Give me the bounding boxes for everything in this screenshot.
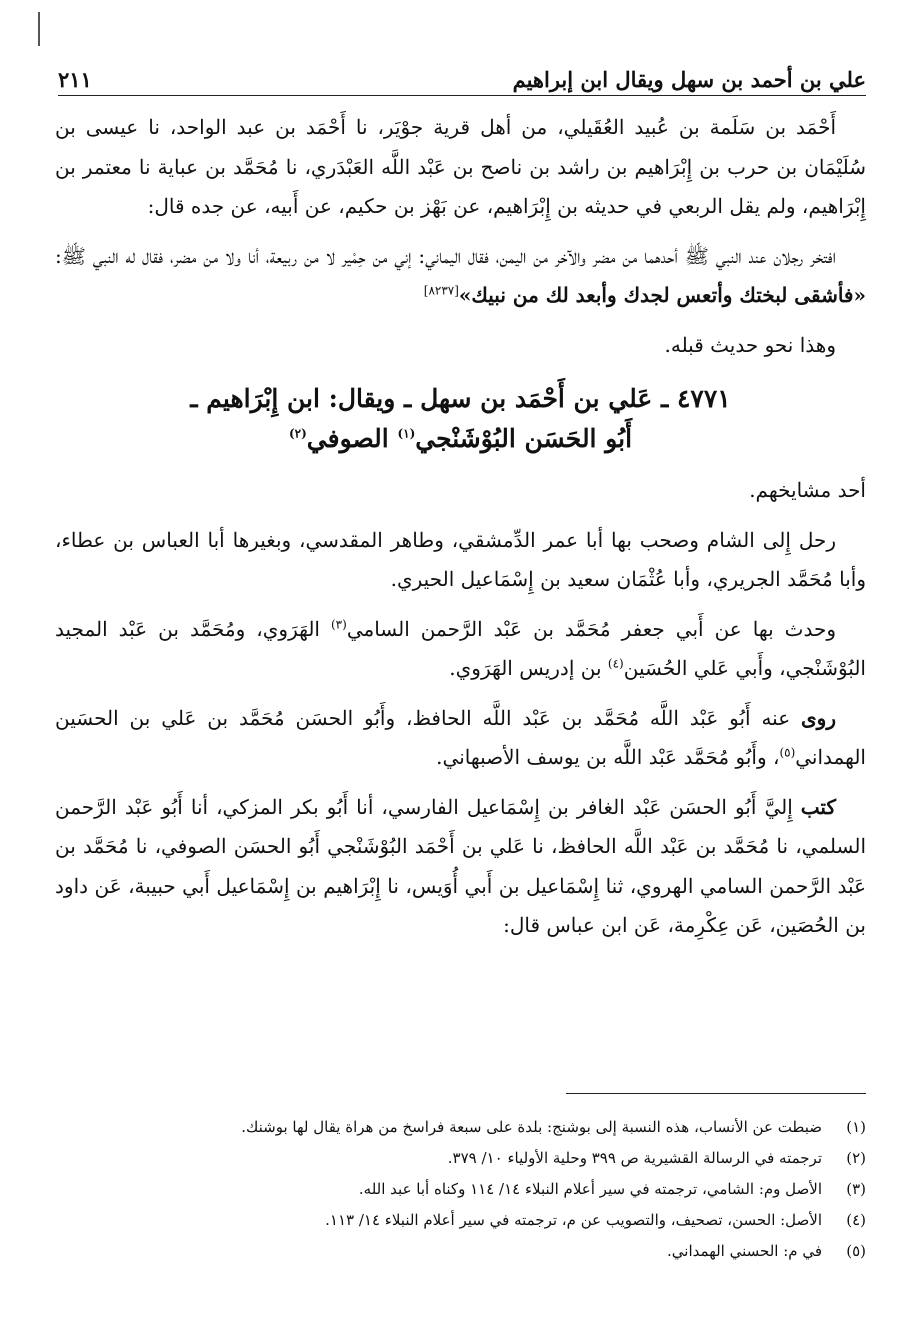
entry-heading-line2: [55, 419, 866, 459]
closing-line: وهذا نحو حديث قبله.: [664, 332, 836, 357]
isnad-paragraph: أَحْمَد بن سَلَمة بن عُبيد العُقَيلي، من أهل قرية جوْيَر، نا أَحْمَد بن عبد الواحد، نا عيسى بن سُلَيْمَان بن حرب بن إِبْرَاهيم بن راشد بن ناصح بن عَبْد اللَّه العَبْدَري، نا مُحَمَّد بن عباية نا معتمر بن إِبْرَاهيم، ولم يقل الربعي في حديثه بن إِبْرَاهيم، عن بَهْز بن حكيم، عن أَبيه، عن جده قال:: [55, 115, 866, 218]
entry-heading-line1: ٤٧٧١ ـ عَلي بن أَحْمَد بن سهل ـ ويقال: ابن إِبْرَاهيم ـ: [190, 384, 731, 413]
footnote-text: ضبطت عن الأنساب، هذه النسبة إلى بوشنج: بلدة على سبعة فراسخ من هراة يقال لها بوشنك.: [241, 1118, 822, 1136]
footnote: [58, 1143, 866, 1174]
footnote-text: الأصل: الحسن، تصحيف، والتصويب عن م، ترجمته في سير أعلام النبلاء ١٤/ ١١٣.: [325, 1211, 822, 1229]
footnote: [58, 1112, 866, 1143]
footnote-rule: [566, 1093, 866, 1094]
rawa-text-b: ، وأَبُو مُحَمَّد عَبْد اللَّه بن يوسف الأصبهاني.: [436, 745, 780, 769]
main-text: [55, 108, 866, 956]
narrated-text-b: الهَرَوي، ومُحَمَّد بن عَبْد المجيد البُوْشَنْجي، وأَبي عَلي الحُسَين: [55, 616, 866, 680]
footnotes: [58, 1112, 866, 1267]
footnote-number: (١): [846, 1118, 866, 1136]
footnote: [58, 1205, 866, 1236]
bio-rawa: [55, 699, 866, 778]
header-rule: [58, 95, 866, 96]
running-header: [58, 58, 866, 92]
footnote-ref-3: (٣): [330, 616, 347, 631]
footnote-text: في م: الحسني الهمداني.: [667, 1242, 822, 1260]
margin-mark: [38, 12, 40, 46]
narrated-text-c: بن إدريس الهَرَوي.: [449, 656, 608, 680]
kataba-label: كتب: [800, 794, 836, 819]
rawa-text-a: عنه أَبُو عَبْد اللَّه مُحَمَّد بن عَبْد اللَّه الحافظ، وأَبُو الحسَن مُحَمَّد بن عَلي بن الحسَين الهمداني: [55, 705, 866, 769]
rawa-label: روى: [801, 705, 836, 730]
story-paragraph: [55, 237, 866, 316]
hadith-ref: [٨٢٣٧]: [423, 283, 459, 298]
footnote: [58, 1236, 866, 1267]
bio-kataba: [55, 788, 866, 946]
bio-intro: أحد مشايخهم.: [749, 478, 866, 502]
footnote-ref-5: (٥): [779, 745, 796, 760]
entry-nisba: الصوفي: [306, 424, 389, 453]
footnote-text: الأصل وم: الشامي، ترجمته في سير أعلام النبلاء ١٤/ ١١٤ وكناه أبا عبد الله.: [358, 1180, 822, 1198]
bio-narrated: [55, 610, 866, 689]
footnote-ref-4: (٤): [607, 656, 624, 671]
entry-heading: [55, 379, 866, 459]
footnote-ref-1: (١): [397, 426, 416, 441]
footnote-number: (٢): [846, 1149, 866, 1167]
footnote-number: (٥): [846, 1242, 866, 1260]
hadith-text: «فأشقى لبختك وأتعس لجدك وأبعد لك من نبيك»: [458, 283, 866, 307]
footnote: [58, 1174, 866, 1205]
footnote-number: (٤): [846, 1211, 866, 1229]
story-text: افتخر رجلان عند النبي ﷺ أحدهما من مضر والآخر من اليمن، فقال اليماني: إني من حِمْير لا من ربيعة، أنا ولا من مضر، فقال له النبي ﷺ:: [55, 243, 836, 268]
kataba-text: إِليَّ أَبُو الحسَن عَبْد الغافر بن إِسْمَاعيل الفارسي، أنا أَبُو بكر المزكي، أنا أَبُو عَبْد الرَّحمن السلمي، نا مُحَمَّد بن عَبْد اللَّه الحافظ، نا عَلي بن أَحْمَد البُوْشَنْجي أَبُو الحسَن الصوفي، نا مُحَمَّد بن عَبْد الرَّحمن السامي الهروي، ثنا إِسْمَاعيل بن أَبي أُوَيس، نا إِبْرَاهيم بن إِسْمَاعيل أَبي حبيبة، عَن داود بن الحُصَين، عَن عِكْرِمة، عَن ابن عباس قال:: [55, 794, 866, 937]
narrated-text-a: وحدث بها عن أَبي جعفر مُحَمَّد بن عَبْد الرَّحمن السامي: [346, 616, 836, 641]
entry-name: أَبُو الحَسَن البُوْشَنْجي: [415, 424, 633, 453]
running-title: علي بن أحمد بن سهل ويقال ابن إبراهيم: [512, 67, 866, 92]
page-number: ٢١١: [58, 67, 92, 92]
footnote-number: (٣): [846, 1180, 866, 1198]
bio-travel: رحل إِلى الشام وصحب بها أبا عمر الدِّمشقي، وطاهر المقدسي، وبغيرها أبا العباس بن عطاء، وأبا مُحَمَّد الجريري، وأبا عُثْمَان سعيد بن إِسْمَاعيل الحيري.: [55, 527, 866, 591]
footnote-text: ترجمته في الرسالة القشيرية ص ٣٩٩ وحلية الأولياء ١٠/ ٣٧٩.: [447, 1149, 822, 1167]
footnote-ref-2: (٢): [288, 426, 307, 441]
